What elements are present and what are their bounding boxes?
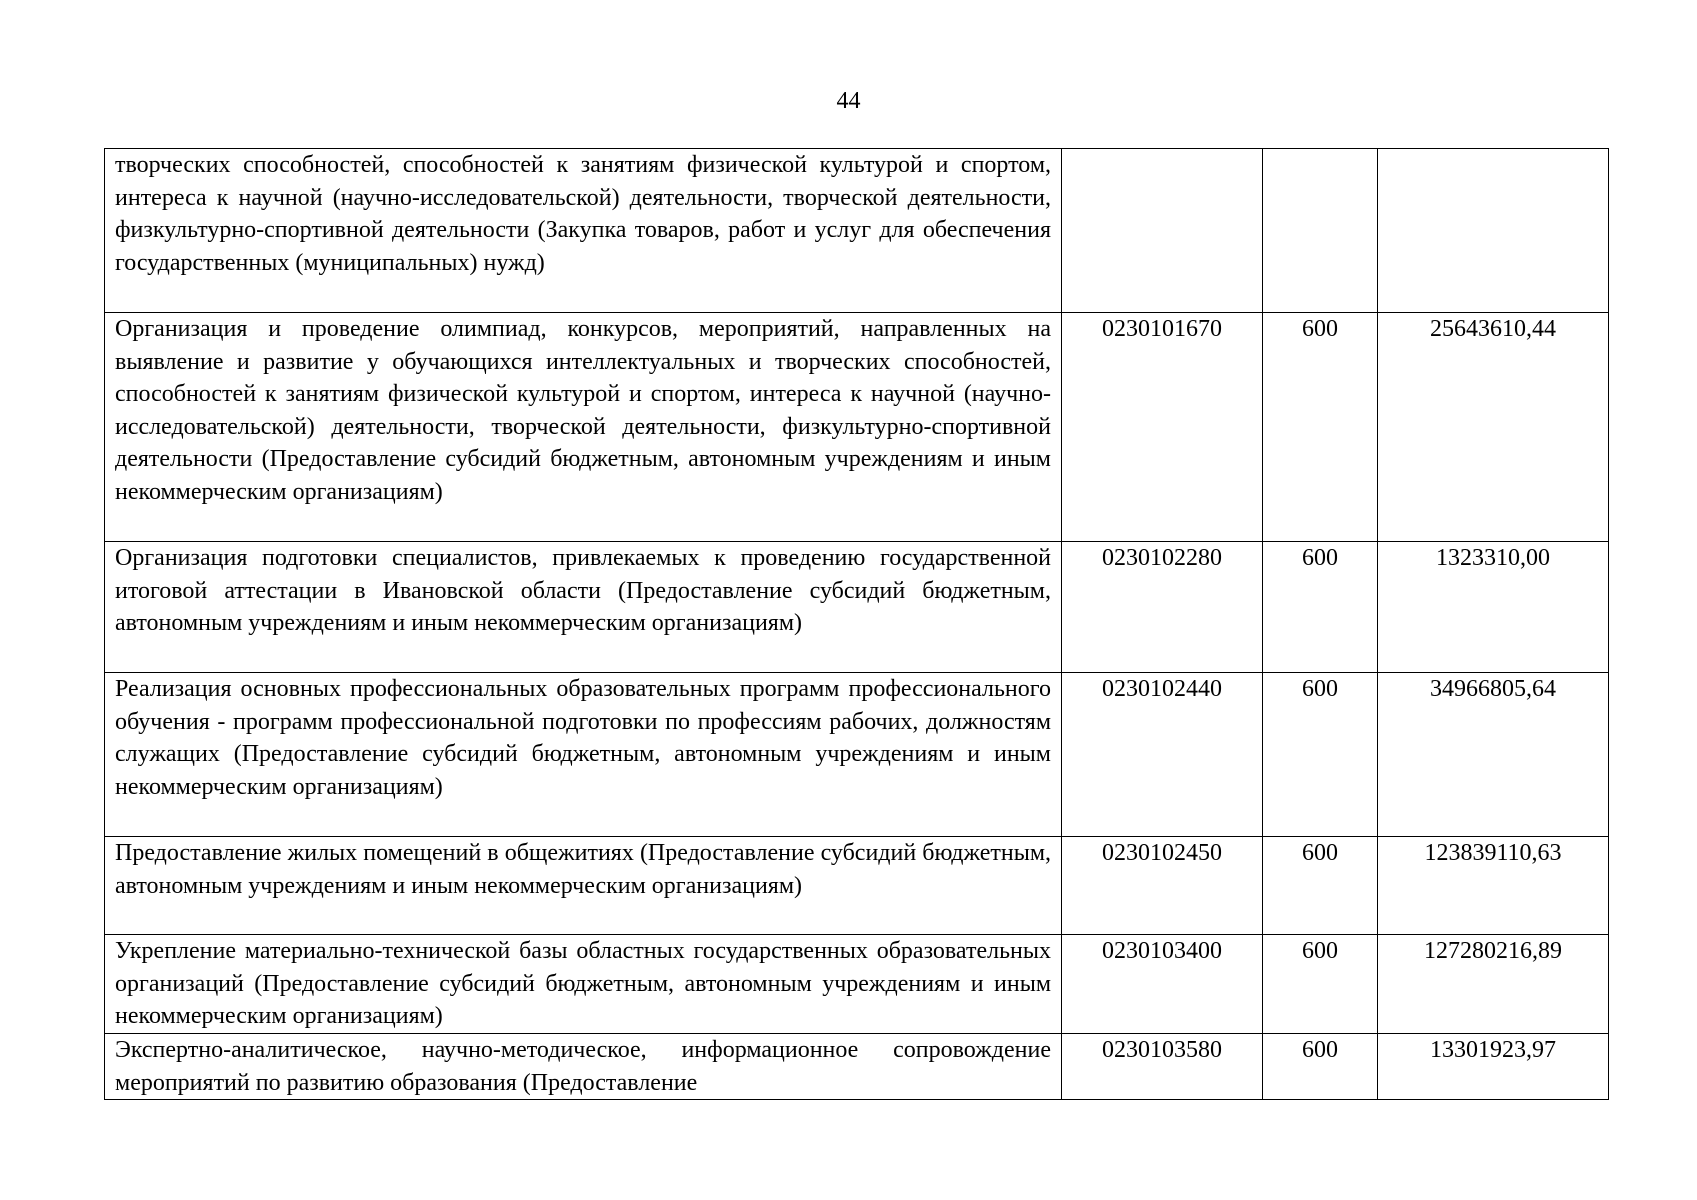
row-target-code [1062, 149, 1263, 313]
row-expense-type: 600 [1263, 935, 1378, 1034]
row-amount: 34966805,64 [1378, 673, 1609, 837]
row-expense-type: 600 [1263, 313, 1378, 542]
row-target-code: 0230102450 [1062, 837, 1263, 935]
row-expense-type: 600 [1263, 542, 1378, 673]
row-description: Реализация основных профессиональных образовательных программ профессионального обучения - программ профессиональной подготовки по профессиям рабочих, должностям служащих (Предоставление субсидий бюджетным, автономным учреждениям и иным некоммерческим организациям) [105, 673, 1062, 837]
table-row [105, 673, 1609, 837]
row-description: Организация подготовки специалистов, привлекаемых к проведению государственной итоговой аттестации в Ивановской области (Предоставление субсидий бюджетным, автономным учреждениям и иным некоммерческим организациям) [105, 542, 1062, 673]
row-description: Организация и проведение олимпиад, конкурсов, мероприятий, направленных на выявление и развитие у обучающихся интеллектуальных и творческих способностей, способностей к занятиям физической культурой и спортом, интереса к научной (научно-исследовательской) деятельности, творческой деятельности, физкультурно-спортивной деятельности (Предоставление субсидий бюджетным, автономным учреждениям и иным некоммерческим организациям) [105, 313, 1062, 542]
table-row [105, 149, 1609, 313]
row-expense-type [1263, 149, 1378, 313]
table-row [105, 837, 1609, 935]
row-description: Укрепление материально-технической базы областных государственных образовательных организаций (Предоставление субсидий бюджетным, автономным учреждениям и иным некоммерческим организациям) [105, 935, 1062, 1034]
row-amount: 1323310,00 [1378, 542, 1609, 673]
row-target-code: 0230103580 [1062, 1034, 1263, 1100]
table-row [105, 542, 1609, 673]
table-row [105, 935, 1609, 1034]
row-expense-type: 600 [1263, 1034, 1378, 1100]
row-target-code: 0230101670 [1062, 313, 1263, 542]
row-amount: 127280216,89 [1378, 935, 1609, 1034]
row-target-code: 0230102280 [1062, 542, 1263, 673]
table-row [105, 313, 1609, 542]
row-target-code: 0230102440 [1062, 673, 1263, 837]
budget-table-body [105, 149, 1609, 1100]
row-expense-type: 600 [1263, 837, 1378, 935]
budget-table [104, 148, 1609, 1100]
row-amount: 13301923,97 [1378, 1034, 1609, 1100]
row-amount: 25643610,44 [1378, 313, 1609, 542]
row-expense-type: 600 [1263, 673, 1378, 837]
row-description: Экспертно-аналитическое, научно-методическое, информационное сопровождение мероприятий по развитию образования (Предоставление [105, 1034, 1062, 1100]
row-target-code: 0230103400 [1062, 935, 1263, 1034]
row-description: творческих способностей, способностей к занятиям физической культурой и спортом, интереса к научной (научно-исследовательской) деятельности, творческой деятельности, физкультурно-спортивной деятельности (Закупка товаров, работ и услуг для обеспечения государственных (муниципальных) нужд) [105, 149, 1062, 313]
row-amount [1378, 149, 1609, 313]
page-number: 44 [836, 88, 861, 114]
row-amount: 123839110,63 [1378, 837, 1609, 935]
row-description: Предоставление жилых помещений в общежитиях (Предоставление субсидий бюджетным, автономным учреждениям и иным некоммерческим организациям) [105, 837, 1062, 935]
table-row [105, 1034, 1609, 1100]
